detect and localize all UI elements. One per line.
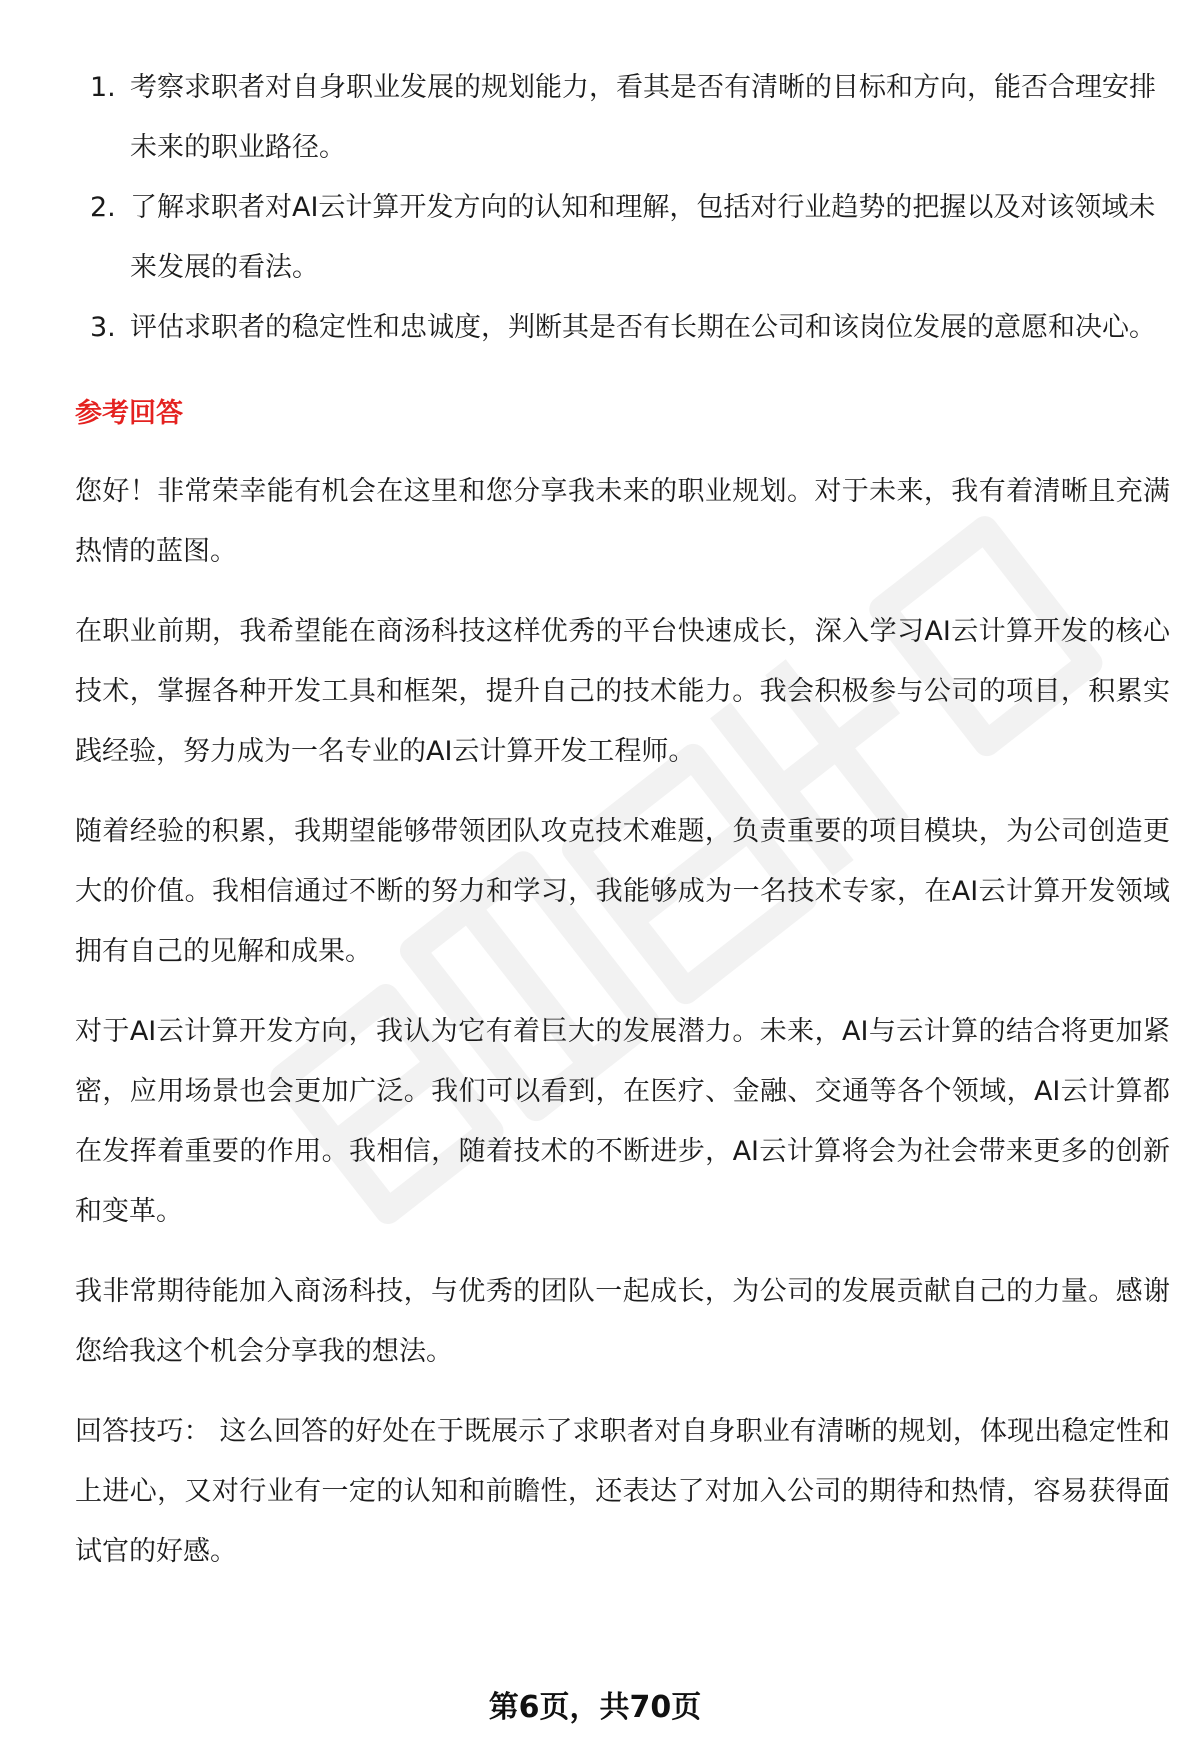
page-number: 第6页，共70页 xyxy=(488,1690,702,1725)
list-number: 2. xyxy=(90,192,116,223)
list-text: 考察求职者对自身职业发展的规划能力，看其是否有清晰的目标和方向，能否合理安排未来的职业路径。 xyxy=(130,72,1156,163)
answer-paragraph: 对于AI云计算开发方向，我认为它有着巨大的发展潜力。未来，AI与云计算的结合将更加紧密，应用场景也会更加广泛。我们可以看到，在医疗、金融、交通等各个领域，AI云计算都在发挥着重要的作用。我相信，随着技术的不断进步，AI云计算将会为社会带来更多的创新和变革。 xyxy=(75,1016,1170,1227)
list-item xyxy=(75,298,1170,358)
list-text: 了解求职者对AI云计算开发方向的认知和理解，包括对行业趋势的把握以及对该领域未来发展的看法。 xyxy=(130,192,1156,283)
list-text: 评估求职者的稳定性和忠诚度，判断其是否有长期在公司和该岗位发展的意愿和决心。 xyxy=(130,312,1156,343)
list-number: 1. xyxy=(90,72,116,103)
answer-heading: 参考回答 xyxy=(75,398,183,429)
list-number: 3. xyxy=(90,312,116,343)
answer-paragraph: 您好！非常荣幸能有机会在这里和您分享我未来的职业规划。对于未来，我有着清晰且充满热情的蓝图。 xyxy=(75,476,1170,567)
answer-paragraph: 在职业前期，我希望能在商汤科技这样优秀的平台快速成长，深入学习AI云计算开发的核心技术，掌握各种开发工具和框架，提升自己的技术能力。我会积极参与公司的项目，积累实践经验，努力成为一名专业的AI云计算开发工程师。 xyxy=(75,616,1170,767)
answer-paragraph: 随着经验的积累，我期望能够带领团队攻克技术难题，负责重要的项目模块，为公司创造更大的价值。我相信通过不断的努力和学习，我能够成为一名技术专家，在AI云计算开发领域拥有自己的见解和成果。 xyxy=(75,816,1170,967)
answer-tips-paragraph: 回答技巧： 这么回答的好处在于既展示了求职者对自身职业有清晰的规划，体现出稳定性和上进心，又对行业有一定的认知和前瞻性，还表达了对加入公司的期待和热情，容易获得面试官的好感。 xyxy=(75,1416,1170,1567)
answer-paragraph: 我非常期待能加入商汤科技，与优秀的团队一起成长，为公司的发展贡献自己的力量。感谢您给我这个机会分享我的想法。 xyxy=(75,1276,1170,1367)
list-item xyxy=(75,178,1170,298)
page-content xyxy=(75,58,1170,1582)
list-item xyxy=(75,58,1170,178)
purpose-list xyxy=(75,58,1170,358)
